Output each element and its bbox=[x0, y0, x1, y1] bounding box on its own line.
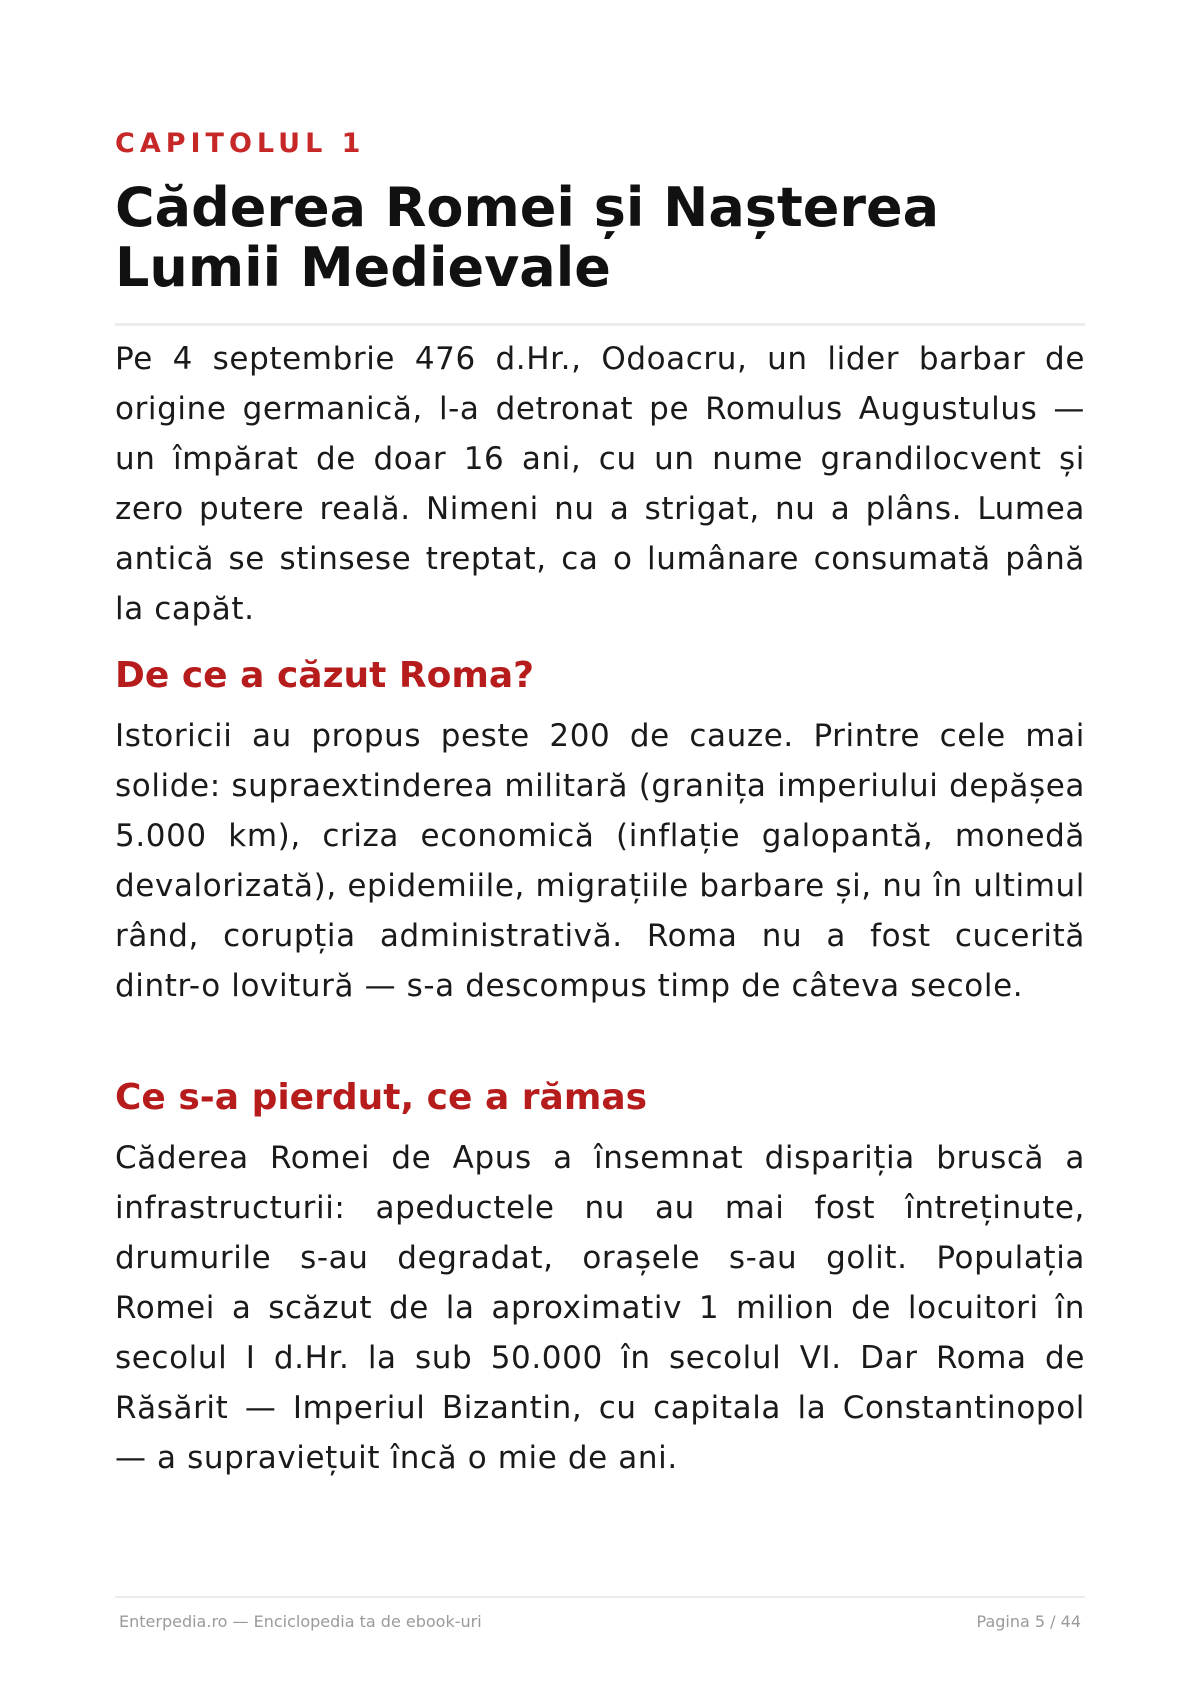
page-number: Pagina 5 / 44 bbox=[976, 1612, 1081, 1631]
section-heading-losses: Ce s-a pierdut, ce a rămas bbox=[115, 1077, 648, 1118]
section-paragraph-causes: Istoricii au propus peste 200 de cauze. Printre cele mai solide: supraextinderea militară (granița imperiului depășea 5.000 km), criza economică (inflație galopantă, monedă devalorizată), epidemiile, migrațiile barbare și, nu în ultimul rând, corupția administrativă. Roma nu a fost cucerită dintr-o lovitură — s-a descompus timp de câteva secole. bbox=[115, 718, 1085, 1004]
section-paragraph-losses: Căderea Romei de Apus a însemnat dispariția bruscă a infrastructurii: apeductele nu au mai fost întreținute, drumurile s-au degradat, orașele s-au golit. Populația Romei a scăzut de la aproximativ 1 milion de locuitori în secolul I d.Hr. la sub 50.000 în secolul VI. Dar Roma de Răsărit — Imperiul Bizantin, cu capitala la Constantinopol — a supraviețuit încă o mie de ani. bbox=[115, 1140, 1085, 1476]
footer-source: Enterpedia.ro — Enciclopedia ta de ebook-uri bbox=[119, 1612, 482, 1631]
footer-divider bbox=[115, 1596, 1085, 1598]
intro-paragraph: Pe 4 septembrie 476 d.Hr., Odoacru, un lider barbar de origine germanică, l-a detronat pe Romulus Augustulus — un împărat de doar 16 ani, cu un nume grandilocvent și zero putere reală. Nimeni nu a strigat, nu a plâns. Lumea antică se stinsese treptat, ca o lumânare consumată până la capăt. bbox=[115, 341, 1085, 627]
chapter-label: CAPITOLUL 1 bbox=[115, 128, 366, 159]
chapter-title: Căderea Romei și Nașterea Lumii Medievale bbox=[115, 176, 940, 299]
page bbox=[115, 0, 1085, 1683]
title-divider bbox=[115, 323, 1085, 326]
section-heading-causes: De ce a căzut Roma? bbox=[115, 655, 535, 696]
